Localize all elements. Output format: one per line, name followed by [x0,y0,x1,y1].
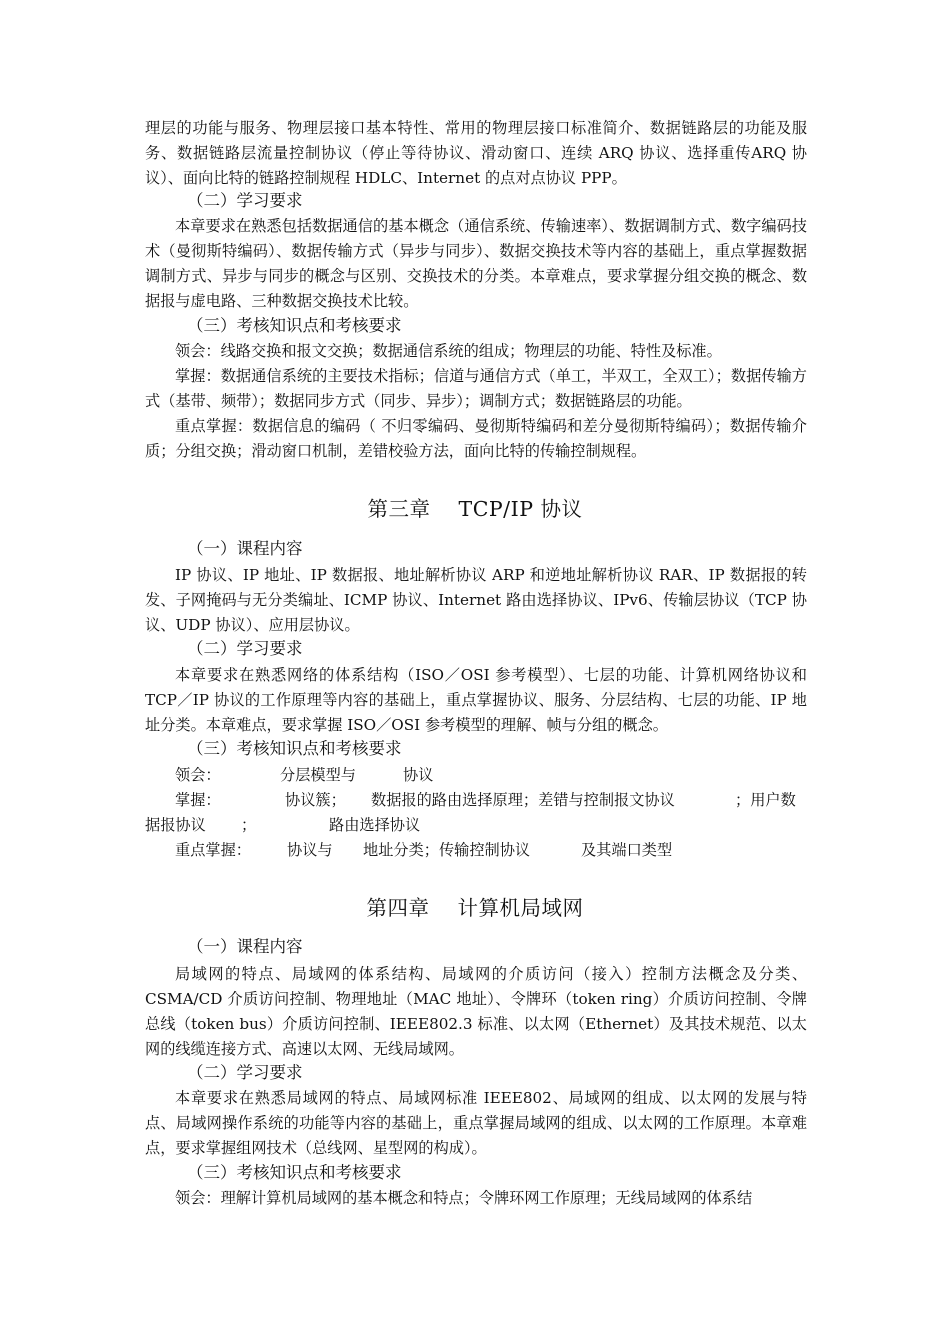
ch2-exam-heading: （三）考核知识点和考核要求 [187,316,402,335]
ch4-exam-understand: 领会：理解计算机局域网的基本概念和特点；令牌环网工作原理；无线局域网的体系结 [175,1189,753,1207]
ch3-master-item-5: ； [241,816,257,834]
ch2-content-paragraph: 理层的功能与服务、物理层接口基本特性、常用的物理层接口标准简介、数据链路层的功能及服务、数据链路层流量控制协议（停止等待协议、滑动窗口、连续 ARQ 协议、选择重传ARQ 协议）、面向比特的链路控制规程 HDLC、Internet 的点对点协议 PPP。 [145,119,807,187]
ch3-understand-item-1: 分层模型与 [280,766,356,784]
chapter-3-title: 第三章 TCP/IP 协议 [367,497,583,521]
ch4-requirements-heading: （二）学习要求 [187,1063,303,1082]
ch3-master-item-1: 协议簇； [285,791,346,809]
chapter-4-title: 第四章 计算机局域网 [366,896,584,920]
ch3-content-heading: （一）课程内容 [187,539,303,558]
ch3-key-item-1: 协议与 [287,841,333,859]
ch2-requirements-paragraph: 本章要求在熟悉包括数据通信的基本概念（通信系统、传输速率）、数据调制方式、数字编码技术（曼彻斯特编码）、数据传输方式（异步与同步）、数据交换技术等内容的基础上，重点掌握数据调制方式、异步与同步的概念与区别、交换技术的分类。本章难点，要求掌握分组交换的概念、数据报与虚电路、三种数据交换技术比较。 [145,217,807,310]
ch3-master-item-2: 数据报的路由选择原理；差错与控制报文协议 [371,791,675,809]
ch3-content-paragraph: IP 协议、IP 地址、IP 数据报、地址解析协议 ARP 和逆地址解析协议 RAR、IP 数据报的转发、子网掩码与无分类编址、ICMP 协议、Internet 路由选择协议、IPv6、传输层协议（TCP 协议、UDP 协议）、应用层协议。 [145,566,807,634]
ch2-exam-understand: 领会：线路交换和报文交换；数据通信系统的组成；物理层的功能、特性及标准。 [175,342,722,360]
ch4-content-paragraph: 局域网的特点、局域网的体系结构、局域网的介质访问（接入）控制方法概念及分类、CSMA/CD 介质访问控制、物理地址（MAC 地址）、令牌环（token ring）介质访问控制、令牌总线（token bus）介质访问控制、IEEE802.3 标准、以太网（Ethernet）及其技术规范、以太网的线缆连接方式、高速以太网、无线局域网。 [145,965,807,1058]
ch4-requirements-paragraph: 本章要求在熟悉局域网的特点、局域网标准 IEEE802、局域网的组成、以太网的发展与特点、局域网操作系统的功能等内容的基础上，重点掌握局域网的组成、以太网的工作原理。本章难点，要求掌握组网技术（总线网、星型网的构成）。 [145,1089,807,1157]
ch4-content-heading: （一）课程内容 [187,937,303,956]
ch3-key-item-2: 地址分类；传输控制协议 [363,841,531,859]
ch3-requirements-heading: （二）学习要求 [187,639,303,658]
ch3-understand-item-2: 协议 [403,766,434,784]
ch3-key-item-3: 及其端口类型 [581,841,673,859]
ch3-master-item-4: 据报协议 [145,816,206,834]
ch2-requirements-heading: （二）学习要求 [187,191,303,210]
ch3-requirements-paragraph: 本章要求在熟悉网络的体系结构（ISO／OSI 参考模型）、七层的功能、计算机网络协议和 TCP／IP 协议的工作原理等内容的基础上，重点掌握协议、服务、分层结构、七层的功能、IP 地址分类。本章难点，要求掌握 ISO／OSI 参考模型的理解、帧与分组的概念。 [145,666,807,734]
ch2-exam-key: 重点掌握：数据信息的编码（ 不归零编码、曼彻斯特编码和差分曼彻斯特编码）；数据传输介质；分组交换；滑动窗口机制，差错校验方法，面向比特的传输控制规程。 [145,417,807,460]
ch3-understand-label: 领会： [175,766,221,784]
ch3-master-item-6: 路由选择协议 [329,816,421,834]
ch3-exam-heading: （三）考核知识点和考核要求 [187,739,402,758]
ch3-master-label: 掌握： [175,791,221,809]
ch4-exam-heading: （三）考核知识点和考核要求 [187,1163,402,1182]
ch2-exam-master: 掌握：数据通信系统的主要技术指标；信道与通信方式（单工，半双工，全双工）；数据传输方式（基带、频带）；数据同步方式（同步、异步）；调制方式；数据链路层的功能。 [145,367,807,410]
ch3-master-item-3: ；用户数 [735,791,796,809]
ch3-key-label: 重点掌握： [175,841,251,859]
